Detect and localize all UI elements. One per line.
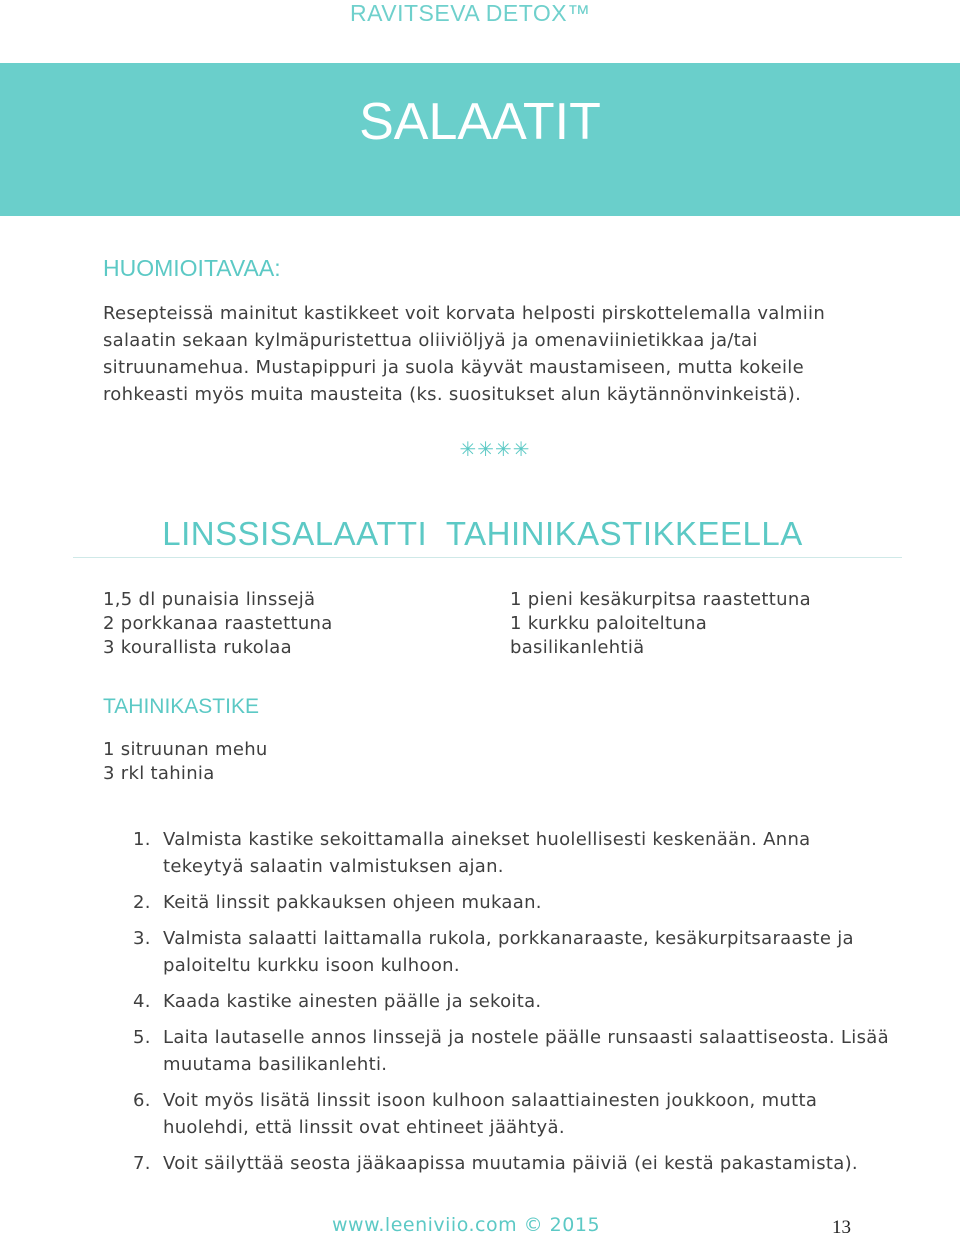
step-text: Kaada kastike ainesten päälle ja sekoita. [163,991,542,1012]
sauce-heading: TAHINIKASTIKE [103,695,259,718]
step-text: Keitä linssit pakkauksen ohjeen mukaan. [163,892,542,913]
ingredients-right [510,588,811,660]
ingredient-item: 1 pieni kesäkurpitsa raastettuna [510,589,811,610]
ingredient-item: 1 sitruunan mehu [103,739,268,760]
step-number: 7. [133,1153,151,1174]
step-number: 1. [133,829,151,850]
ingredient-item: 1 kurkku paloiteltuna [510,613,708,634]
ingredient-item: 2 porkkanaa raastettuna [103,613,333,634]
step-number: 5. [133,1027,151,1048]
step-number: 6. [133,1090,151,1111]
step-text: Laita lautaselle annos linssejä ja nostele päälle runsaasti salaattiseosta. Lisää muutama basilikanlehti. [163,1027,889,1075]
notes-heading: HUOMIOITAVAA: [103,255,281,281]
step-item [133,1024,893,1078]
step-item [133,925,893,979]
ingredient-item: 3 rkl tahinia [103,763,215,784]
ingredient-item: 1,5 dl punaisia linssejä [103,589,316,610]
page-title: SALAATIT [359,93,601,151]
step-text: Voit säilyttää seosta jääkaapissa muutamia päiviä (ei kestä pakastamista). [163,1153,858,1174]
page-number: 13 [832,1217,851,1238]
step-item [133,988,893,1015]
recipe-title: LINSSISALAATTI TAHINIKASTIKKEELLA [162,515,803,552]
footer-link[interactable]: www.leeniviio.com © 2015 [332,1214,601,1236]
step-item [133,1087,893,1141]
ingredient-item: basilikanlehtiä [510,637,645,658]
step-item [133,826,893,880]
step-text: Voit myös lisätä linssit isoon kulhoon salaattiainesten joukkoon, mutta huolehdi, että linssit ovat ehtineet jäähtyä. [163,1090,818,1138]
separator-ornament: ✳✳✳✳ [459,437,531,461]
step-number: 3. [133,928,151,949]
step-item [133,1150,893,1177]
sauce-ingredients [103,738,268,786]
step-item [133,889,893,916]
ingredients-left [103,588,333,660]
step-number: 4. [133,991,151,1012]
notes-paragraph: Resepteissä mainitut kastikkeet voit korvata helposti pirskottelemalla valmiin salaatin sekaan kylmäpuristettua oliiviöljyä ja omenaviinietikkaa ja/tai sitruunamehua. Mustapippuri ja suola käyvät maustamiseen, mutta kokeile rohkeasti myös muita mausteita (ks. suositukset alun käytännönvinkeistä). [103,303,826,405]
step-text: Valmista salaatti laittamalla rukola, porkkanaraaste, kesäkurpitsaraaste ja paloiteltu kurkku isoon kulhoon. [163,928,854,976]
ingredient-item: 3 kourallista rukolaa [103,637,292,658]
instruction-steps [133,826,893,1186]
title-divider [73,557,902,558]
brand-title: RAVITSEVA DETOX™ [350,0,591,26]
step-text: Valmista kastike sekoittamalla ainekset huolellisesti keskenään. Anna tekeytyä salaatin valmistuksen ajan. [163,829,811,877]
step-number: 2. [133,892,151,913]
